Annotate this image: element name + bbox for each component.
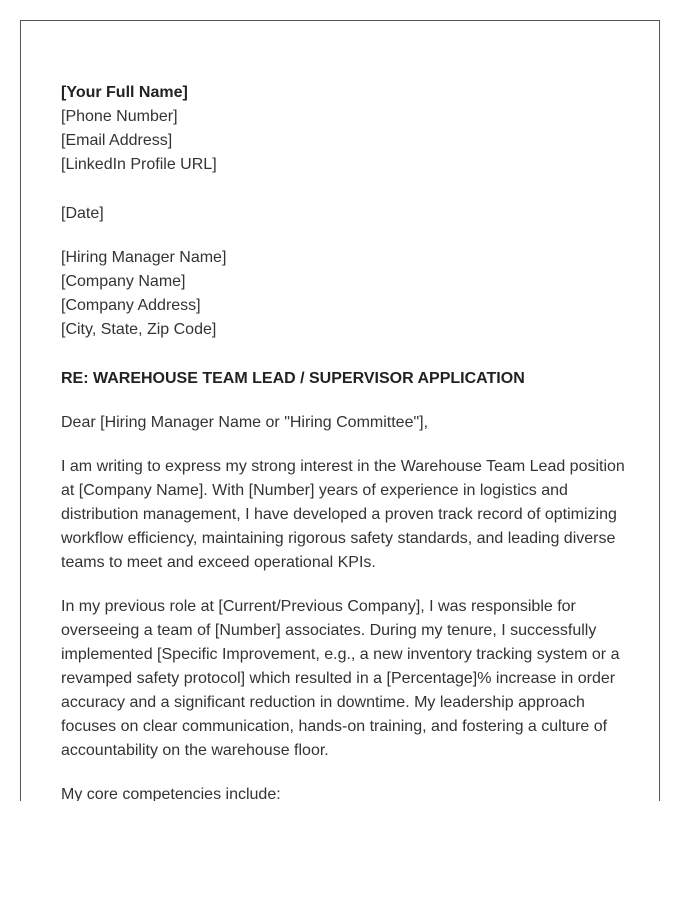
sender-name: [Your Full Name] [61, 84, 188, 101]
body-paragraph-3: My core competencies include: [61, 786, 281, 801]
salutation: Dear [Hiring Manager Name or "Hiring Committee"], [61, 414, 429, 431]
body-paragraph-2: In my previous role at [Current/Previous Company], I was responsible for overseeing a team of [Number] associates. During my tenure, I successfully implemented [Specific Improvement, e.g., a new inventory tracking system or a revamped safety protocol] which resulted in a [Percentage]% increase in order accuracy and a significant reduction in downtime. My leadership approach focuses on clear communication, hands-on training, and fostering a culture of accountability on the warehouse floor. [61, 598, 620, 759]
recipient-block [61, 246, 626, 342]
sender-phone: [Phone Number] [61, 108, 178, 125]
spacer [61, 391, 626, 411]
body-paragraph-1: I am writing to express my strong interest in the Warehouse Team Lead position at [Company Name]. With [Number] years of experience in logistics and distribution management, I have developed a proven track record of optimizing workflow efficiency, maintaining rigorous safety standards, and leading diverse teams to meet and exceed operational KPIs. [61, 458, 625, 571]
sender-linkedin: [LinkedIn Profile URL] [61, 156, 217, 173]
sender-email: [Email Address] [61, 132, 173, 149]
spacer [61, 177, 626, 202]
recipient-city: [City, State, Zip Code] [61, 321, 217, 338]
letter-page [20, 20, 660, 801]
recipient-manager: [Hiring Manager Name] [61, 249, 227, 266]
spacer [61, 226, 626, 246]
spacer [61, 342, 626, 367]
recipient-company: [Company Name] [61, 273, 186, 290]
sender-block [61, 81, 626, 177]
letter-date: [Date] [61, 205, 104, 222]
letter-content [61, 81, 626, 801]
recipient-address: [Company Address] [61, 297, 201, 314]
subject-line: RE: WAREHOUSE TEAM LEAD / SUPERVISOR APPLICATION [61, 370, 525, 387]
